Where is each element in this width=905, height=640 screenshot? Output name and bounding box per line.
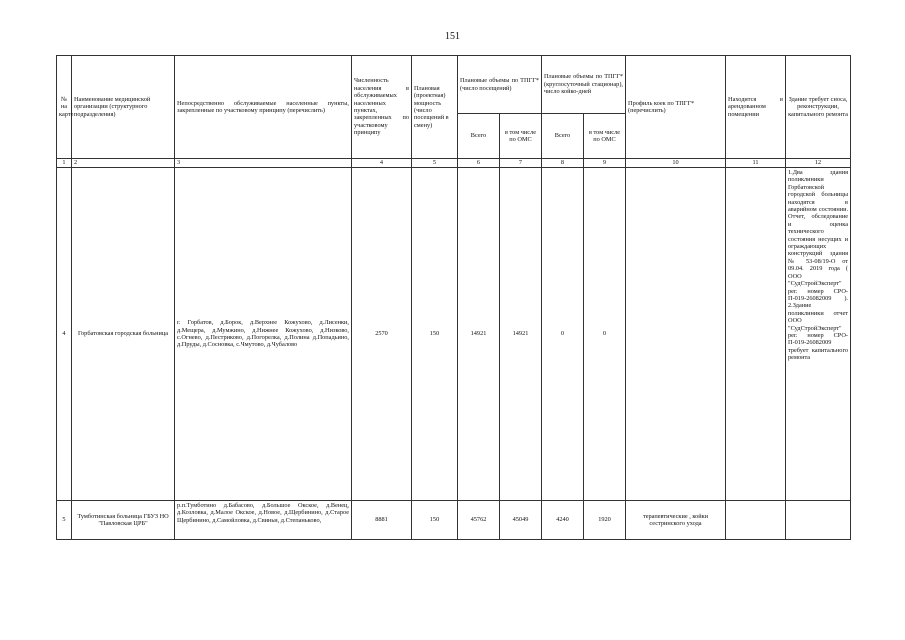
page-number: 151 (445, 31, 460, 42)
row-visits-oms: 14921 (500, 168, 542, 501)
row-capacity: 150 (412, 501, 458, 540)
header-bed-days-oms: в том числе по ОМС (584, 114, 626, 159)
row-population: 2570 (352, 168, 412, 501)
row-bed-days-oms: 0 (584, 168, 626, 501)
header-bed-day-volumes: Плановые объемы по ТПГГ* (круглосуточный стационар), число койко-дней (542, 56, 626, 114)
row-rented-premises (726, 168, 786, 501)
header-row (57, 56, 851, 114)
row-capacity: 150 (412, 168, 458, 501)
row-settlements: г. Горбатов, д.Борок, д.Верхнее Кожухово, д.Лисенки, д.Мещера, д.Мумжино, д.Нижнее Кожухово, д.Низково, с.Огнево, д.Пестриково, д.Погорелка, д.Полина д.Попадьино, д.Пруды, д.Сосновка, с.Чмутово, д.Чубалово (175, 168, 352, 501)
row-building-condition (786, 501, 851, 540)
header-population: Численность населения в обслуживаемых населенных пунктах, закрепленных по участковому принципу (352, 56, 412, 159)
column-number: 5 (412, 159, 458, 168)
column-number: 4 (352, 159, 412, 168)
header-settlements: Непосредственно обслуживаемые населенные пункты, закрепленные по участковому принципу (перечислить) (175, 56, 352, 159)
medical-organizations-table (56, 55, 851, 540)
row-map-number: 4 (57, 168, 72, 501)
column-number: 6 (458, 159, 500, 168)
column-number: 7 (500, 159, 542, 168)
row-population: 8881 (352, 501, 412, 540)
row-visits-total: 45762 (458, 501, 500, 540)
column-number: 3 (175, 159, 352, 168)
header-bed-days-total: Всего (542, 114, 584, 159)
column-number: 10 (626, 159, 726, 168)
table-row (57, 168, 851, 501)
header-visits-oms: в том числе по ОМС (500, 114, 542, 159)
row-visits-oms: 45049 (500, 501, 542, 540)
row-bed-profile: терапевтические , койки сестринского ухода (626, 501, 726, 540)
row-building-condition (786, 168, 851, 501)
row-bed-days-total: 4240 (542, 501, 584, 540)
header-bed-profile: Профиль коек по ТПГГ* (перечислить) (626, 56, 726, 159)
row-bed-profile (626, 168, 726, 501)
row-map-number: 5 (57, 501, 72, 540)
column-numbers-row (57, 159, 851, 168)
header-organization-name: Наименование медицинской организации (структурного подразделения) (72, 56, 175, 159)
header-capacity: Плановая (проектная) мощность (число посещений в смену) (412, 56, 458, 159)
table-row (57, 501, 851, 540)
column-number: 9 (584, 159, 626, 168)
header-rented-premises: Находится в арендованном помещении (726, 56, 786, 159)
header-visits-total: Всего (458, 114, 500, 159)
column-number: 8 (542, 159, 584, 168)
header-visit-volumes: Плановые объемы по ТПГГ* (число посещений) (458, 56, 542, 114)
row-rented-premises (726, 501, 786, 540)
row-organization-name: Тумботинская больница ГБУЗ НО "Павловская ЦРБ" (72, 501, 175, 540)
row-settlements: р.п.Тумботино д.Бабасово, д.Большое Окское, д.Венец, д.Козловка, д.Малое Окское, д.Новое, д.Щербинино, д.Старое Щербинино, д.Самойловка, д.Свиньи, д.Степаньково, (175, 501, 352, 540)
column-number: 1 (57, 159, 72, 168)
column-number: 11 (726, 159, 786, 168)
header-map-number: № на карте (57, 56, 72, 159)
row-bed-days-oms: 1920 (584, 501, 626, 540)
row-visits-total: 14921 (458, 168, 500, 501)
row-organization-name: Горбатовская городская больница (72, 168, 175, 501)
building-condition-note: 1.Два здания поликлиники Горбатовской городской больницы находятся в аварийном состоянии. Отчет, обследование и оценка технического состояния несущих и ограждающих конструкций здания № 53-08/19-О от 09.04. 2019 года ( ООО "СудСтройЭксперт" рег. номер СРО-П-019-26082009 ). 2.Здание поликлиники отчет ООО "СудСтройЭксперт" рег. номер СРО-П-019-26082009 требует капитального ремонта (788, 169, 849, 362)
header-building-condition: Здание требует сноса, реконструкции, капитального ремонта (786, 56, 851, 159)
row-bed-days-total: 0 (542, 168, 584, 501)
column-number: 2 (72, 159, 175, 168)
column-number: 12 (786, 159, 851, 168)
